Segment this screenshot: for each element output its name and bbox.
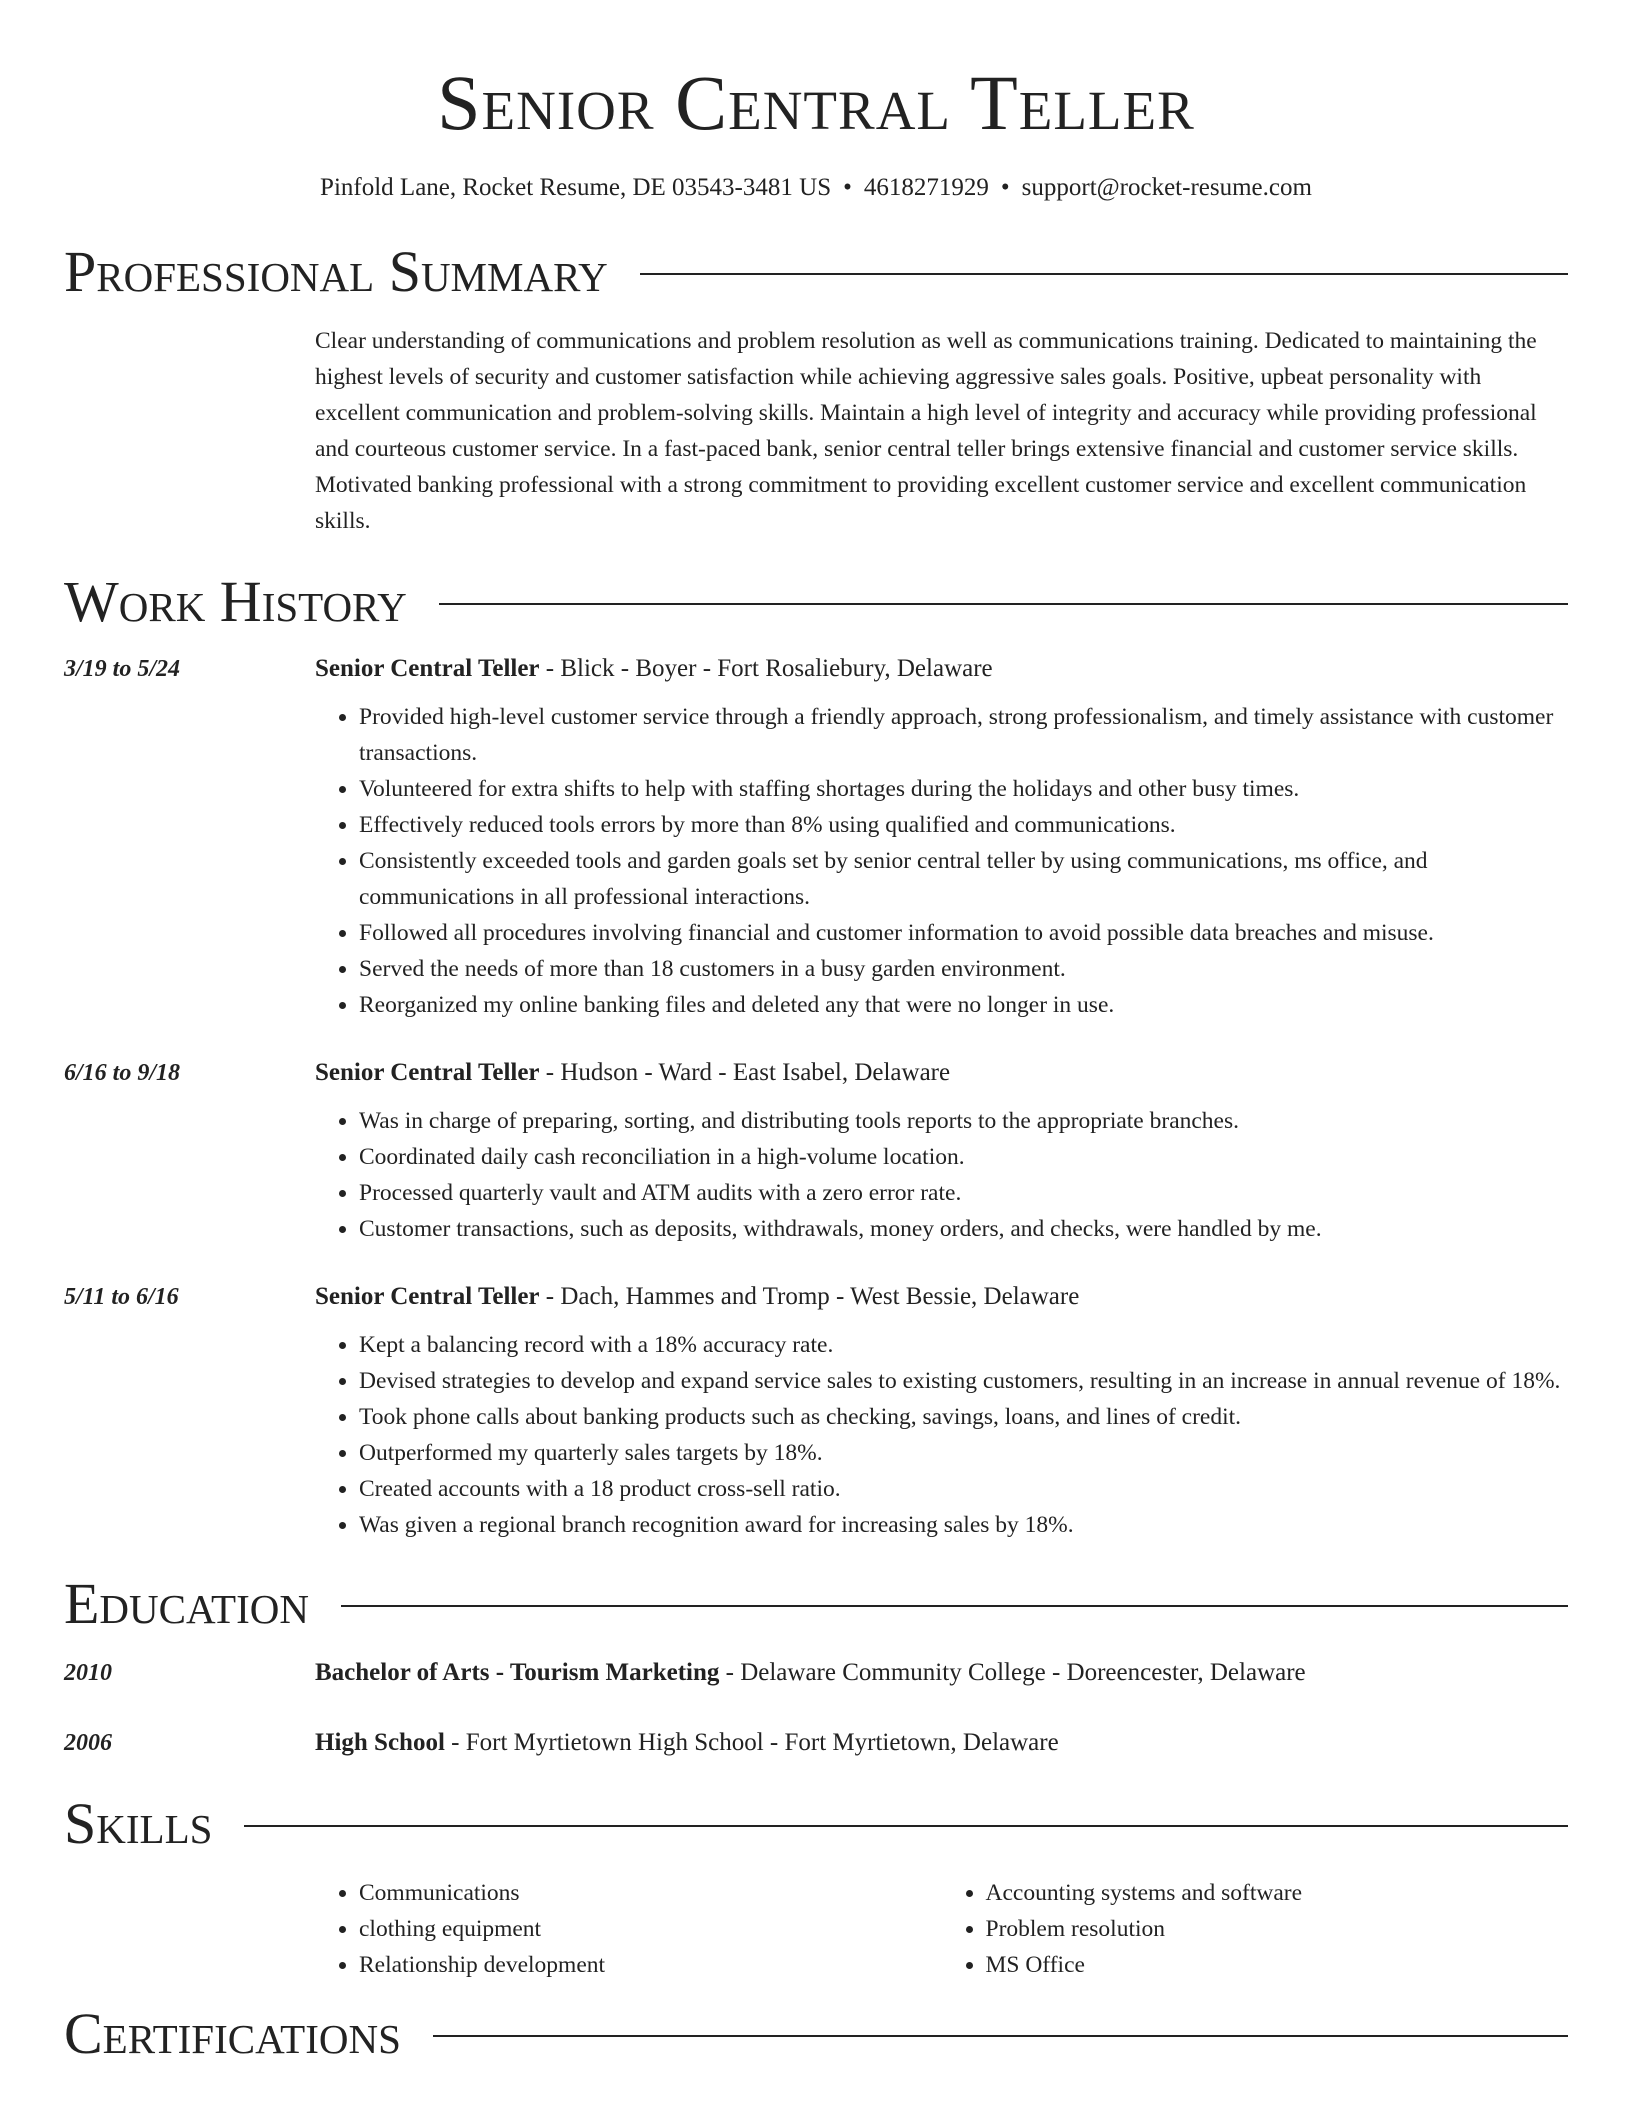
job-title: Senior Central Teller	[315, 1058, 540, 1086]
work-section-header	[64, 568, 1568, 634]
job-bullet: • Effectively reduced tools errors by more than 8% using qualified and communications.	[359, 807, 1568, 843]
education-line	[315, 1725, 1568, 1761]
job-bullets	[315, 1327, 1568, 1543]
section-divider	[439, 603, 1568, 605]
job-bullet: • Served the needs of more than 18 customers in a busy garden environment.	[359, 951, 1568, 987]
job-bullet: • Coordinated daily cash reconciliation in a high-volume location.	[359, 1139, 1568, 1175]
certifications-section-header	[64, 2000, 1568, 2066]
education-entry	[64, 1725, 1568, 1761]
job-bullet: • Devised strategies to develop and expand service sales to existing customers, resulting in an increase in annual revenue of 18%.	[359, 1363, 1568, 1399]
section-divider	[640, 273, 1568, 275]
job-entry	[64, 1055, 1568, 1247]
section-divider	[433, 2035, 1568, 2037]
job-bullet: • Followed all procedures involving financial and customer information to avoid possible data breaches and misuse.	[359, 915, 1568, 951]
job-employer: - Dach, Hammes and Tromp - West Bessie, Delaware	[539, 1282, 1080, 1310]
contact-email: support@rocket-resume.com	[1021, 174, 1312, 201]
job-bullets	[315, 699, 1568, 1023]
skills-heading: Skills	[64, 1790, 213, 1856]
skill-item: • MS Office	[986, 1947, 1569, 1983]
contact-separator: •	[1000, 174, 1010, 201]
summary-heading: Professional Summary	[64, 238, 608, 304]
education-school: - Delaware Community College - Doreencester, Delaware	[719, 1658, 1306, 1686]
job-bullet: • Was given a regional branch recognition award for increasing sales by 18%.	[359, 1507, 1568, 1543]
summary-text: Clear understanding of communications and problem resolution as well as communications training. Dedicated to maintaining the highest levels of security and customer satisfaction while achieving aggressive sales goals. Positive, upbeat personality with excellent communication and problem-solving skills. Maintain a high level of integrity and accuracy while providing professional and courteous customer service. In a fast-paced bank, senior central teller brings extensive financial and customer service skills. Motivated banking professional with a strong commitment to providing excellent customer service and excellent communication skills.	[315, 327, 1537, 534]
job-bullet: • Took phone calls about banking products such as checking, savings, loans, and lines of credit.	[359, 1399, 1568, 1435]
education-heading: Education	[64, 1570, 309, 1636]
summary-section-header	[64, 238, 1568, 304]
job-employer: - Blick - Boyer - Fort Rosaliebury, Delaware	[539, 654, 993, 682]
job-dates: 3/19 to 5/24	[64, 655, 181, 682]
job-entry	[64, 1279, 1568, 1543]
job-bullet: • Reorganized my online banking files and deleted any that were no longer in use.	[359, 987, 1568, 1023]
skill-item: • Accounting systems and software	[986, 1875, 1569, 1911]
contact-address: Pinfold Lane, Rocket Resume, DE 03543-3481 US	[320, 174, 832, 201]
job-bullet: • Provided high-level customer service through a friendly approach, strong professionalism, and timely assistance with customer transactions.	[359, 699, 1568, 771]
skill-item: • Problem resolution	[986, 1911, 1569, 1947]
job-bullet: • Consistently exceeded tools and garden goals set by senior central teller by using communications, ms office, and communications in all professional interactions.	[359, 843, 1568, 915]
job-bullet: • Created accounts with a 18 product cross-sell ratio.	[359, 1471, 1568, 1507]
section-divider	[244, 1825, 1568, 1827]
education-section-header	[64, 1570, 1568, 1636]
education-entry	[64, 1655, 1568, 1691]
job-title-line	[315, 1055, 1568, 1091]
education-school: - Fort Myrtietown High School - Fort Myrtietown, Delaware	[444, 1728, 1059, 1756]
education-year: 2006	[64, 1729, 112, 1756]
education-line	[315, 1655, 1568, 1691]
skill-item: • clothing equipment	[359, 1911, 942, 1947]
job-bullet: • Volunteered for extra shifts to help with staffing shortages during the holidays and other busy times.	[359, 771, 1568, 807]
job-title: Senior Central Teller	[315, 1282, 540, 1310]
job-title: Senior Central Teller	[315, 654, 540, 682]
contact-line	[64, 172, 1568, 205]
skills-section-header	[64, 1790, 1568, 1856]
job-title-line	[315, 1279, 1568, 1315]
job-bullet: • Customer transactions, such as deposits, withdrawals, money orders, and checks, were handled by me.	[359, 1211, 1568, 1247]
education-degree: Bachelor of Arts - Tourism Marketing	[315, 1658, 720, 1686]
education-degree: High School	[315, 1728, 445, 1756]
work-heading: Work History	[64, 568, 407, 634]
skills-column-right	[942, 1875, 1569, 1983]
job-employer: - Hudson - Ward - East Isabel, Delaware	[539, 1058, 951, 1086]
section-divider	[341, 1605, 1568, 1607]
job-dates: 6/16 to 9/18	[64, 1059, 181, 1086]
job-entry	[64, 651, 1568, 1023]
job-title-line	[315, 651, 1568, 687]
skill-item: • Communications	[359, 1875, 942, 1911]
job-bullet: • Was in charge of preparing, sorting, and distributing tools reports to the appropriate branches.	[359, 1103, 1568, 1139]
job-bullets	[315, 1103, 1568, 1247]
education-year: 2010	[64, 1659, 112, 1686]
job-bullet: • Kept a balancing record with a 18% accuracy rate.	[359, 1327, 1568, 1363]
certifications-heading: Certifications	[64, 2000, 401, 2066]
job-bullet: • Outperformed my quarterly sales targets by 18%.	[359, 1435, 1568, 1471]
contact-separator: •	[843, 174, 852, 201]
job-bullet: • Processed quarterly vault and ATM audits with a zero error rate.	[359, 1175, 1568, 1211]
contact-phone: 4618271929	[863, 174, 989, 201]
skills-list	[315, 1875, 1568, 1983]
skills-column-left	[315, 1875, 942, 1983]
skill-item: • Relationship development	[359, 1947, 942, 1983]
job-dates: 5/11 to 6/16	[64, 1283, 179, 1310]
resume-name: Senior Central Teller	[437, 59, 1195, 146]
